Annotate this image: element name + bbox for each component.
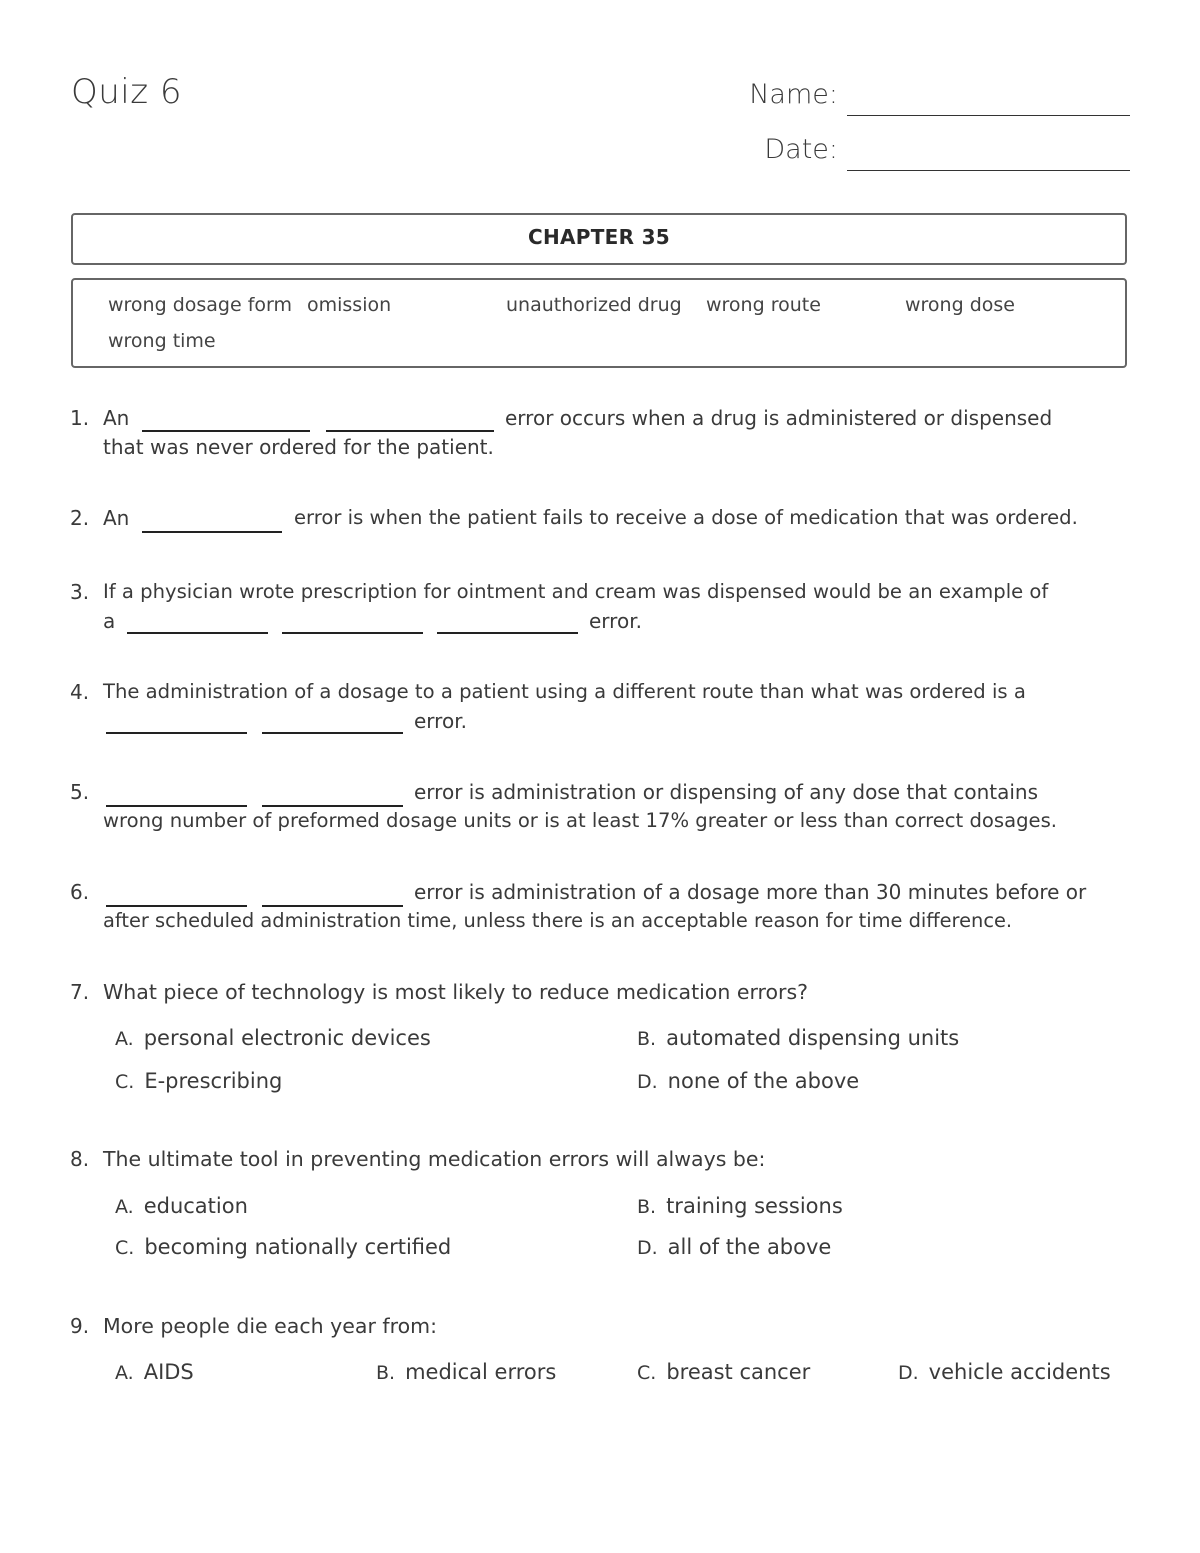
answer-blank[interactable] bbox=[142, 531, 282, 533]
option-text: becoming nationally certified bbox=[144, 1235, 452, 1259]
question-text: error. bbox=[414, 709, 467, 733]
option-letter: D. bbox=[898, 1362, 919, 1384]
option-letter: C. bbox=[115, 1237, 135, 1259]
answer-blank[interactable] bbox=[142, 430, 310, 432]
option-letter: C. bbox=[637, 1362, 657, 1384]
option-text: medical errors bbox=[405, 1360, 557, 1384]
word-bank-item: wrong dosage form bbox=[108, 294, 293, 316]
question-number: 6. bbox=[70, 880, 90, 904]
question-text: An bbox=[103, 406, 130, 430]
question-number: 5. bbox=[70, 780, 90, 804]
question-text: after scheduled administration time, unless there is an acceptable reason for time difference. bbox=[103, 909, 1013, 932]
answer-option-b[interactable] bbox=[637, 1194, 843, 1218]
answer-blank[interactable] bbox=[262, 732, 403, 734]
answer-blank[interactable] bbox=[106, 905, 247, 907]
date-field-row bbox=[740, 131, 1130, 171]
option-letter: B. bbox=[637, 1028, 657, 1050]
option-text: education bbox=[143, 1194, 248, 1218]
answer-option-b[interactable] bbox=[376, 1360, 556, 1384]
answer-option-a[interactable] bbox=[115, 1026, 431, 1050]
answer-blank[interactable] bbox=[106, 732, 247, 734]
option-letter: A. bbox=[115, 1362, 134, 1384]
answer-option-c[interactable] bbox=[115, 1069, 282, 1093]
answer-blank[interactable] bbox=[106, 805, 247, 807]
word-bank bbox=[71, 278, 1127, 368]
answer-option-c[interactable] bbox=[637, 1360, 810, 1384]
option-letter: B. bbox=[637, 1196, 657, 1218]
option-text: breast cancer bbox=[666, 1360, 811, 1384]
question-number: 4. bbox=[70, 680, 90, 704]
answer-blank[interactable] bbox=[127, 632, 268, 634]
answer-option-d[interactable] bbox=[637, 1069, 859, 1093]
word-bank-item: wrong dose bbox=[905, 294, 1015, 316]
question-number: 7. bbox=[70, 980, 90, 1004]
option-letter: D. bbox=[637, 1071, 658, 1093]
name-line[interactable] bbox=[847, 115, 1130, 116]
word-bank-item: wrong time bbox=[108, 330, 216, 352]
date-label: Date: bbox=[764, 134, 838, 165]
answer-blank[interactable] bbox=[262, 805, 403, 807]
question-text: An bbox=[103, 506, 130, 530]
answer-blank[interactable] bbox=[437, 632, 578, 634]
answer-option-d[interactable] bbox=[898, 1360, 1111, 1384]
option-letter: C. bbox=[115, 1071, 135, 1093]
answer-option-b[interactable] bbox=[637, 1026, 959, 1050]
question-number: 8. bbox=[70, 1147, 90, 1171]
question-number: 9. bbox=[70, 1314, 90, 1338]
option-text: personal electronic devices bbox=[143, 1026, 431, 1050]
question-text: If a physician wrote prescription for ointment and cream was dispensed would be an example of bbox=[103, 580, 1049, 603]
option-letter: A. bbox=[115, 1196, 134, 1218]
question-text: error. bbox=[589, 609, 642, 633]
option-text: none of the above bbox=[667, 1069, 860, 1093]
question-text: error is when the patient fails to receive a dose of medication that was ordered. bbox=[294, 506, 1078, 529]
question-text: that was never ordered for the patient. bbox=[103, 435, 494, 459]
answer-option-a[interactable] bbox=[115, 1194, 248, 1218]
question-text: wrong number of preformed dosage units or is at least 17% greater or less than correct dosages. bbox=[103, 809, 1058, 832]
option-text: AIDS bbox=[143, 1360, 194, 1384]
name-label: Name: bbox=[749, 79, 838, 110]
question-text: error occurs when a drug is administered or dispensed bbox=[505, 406, 1053, 430]
question-text: error is administration of a dosage more than 30 minutes before or bbox=[414, 880, 1087, 904]
name-field-row bbox=[740, 76, 1130, 116]
option-text: E-prescribing bbox=[144, 1069, 283, 1093]
question-text: a bbox=[103, 609, 116, 633]
question-text: error is administration or dispensing of any dose that contains bbox=[414, 780, 1039, 804]
answer-option-a[interactable] bbox=[115, 1360, 194, 1384]
chapter-title: CHAPTER 35 bbox=[527, 225, 671, 249]
option-text: all of the above bbox=[667, 1235, 832, 1259]
question-text: What piece of technology is most likely to reduce medication errors? bbox=[103, 980, 809, 1004]
answer-option-c[interactable] bbox=[115, 1235, 451, 1259]
option-text: training sessions bbox=[666, 1194, 843, 1218]
chapter-box bbox=[71, 213, 1127, 265]
option-text: automated dispensing units bbox=[666, 1026, 960, 1050]
word-bank-item: wrong route bbox=[706, 294, 821, 316]
answer-blank[interactable] bbox=[282, 632, 423, 634]
option-letter: D. bbox=[637, 1237, 658, 1259]
option-letter: B. bbox=[376, 1362, 396, 1384]
question-text: More people die each year from: bbox=[103, 1314, 437, 1338]
date-line[interactable] bbox=[847, 170, 1130, 171]
question-number: 2. bbox=[70, 506, 90, 530]
option-text: vehicle accidents bbox=[928, 1360, 1111, 1384]
question-text: The administration of a dosage to a patient using a different route than what was ordered is a bbox=[103, 680, 1026, 703]
answer-option-d[interactable] bbox=[637, 1235, 831, 1259]
question-number: 3. bbox=[70, 580, 90, 604]
word-bank-item: unauthorized drug bbox=[506, 294, 682, 316]
answer-blank[interactable] bbox=[262, 905, 403, 907]
question-text: The ultimate tool in preventing medication errors will always be: bbox=[103, 1147, 766, 1171]
answer-blank[interactable] bbox=[326, 430, 494, 432]
word-bank-item: omission bbox=[307, 294, 392, 316]
question-number: 1. bbox=[70, 406, 90, 430]
page-title: Quiz 6 bbox=[71, 72, 183, 112]
option-letter: A. bbox=[115, 1028, 134, 1050]
